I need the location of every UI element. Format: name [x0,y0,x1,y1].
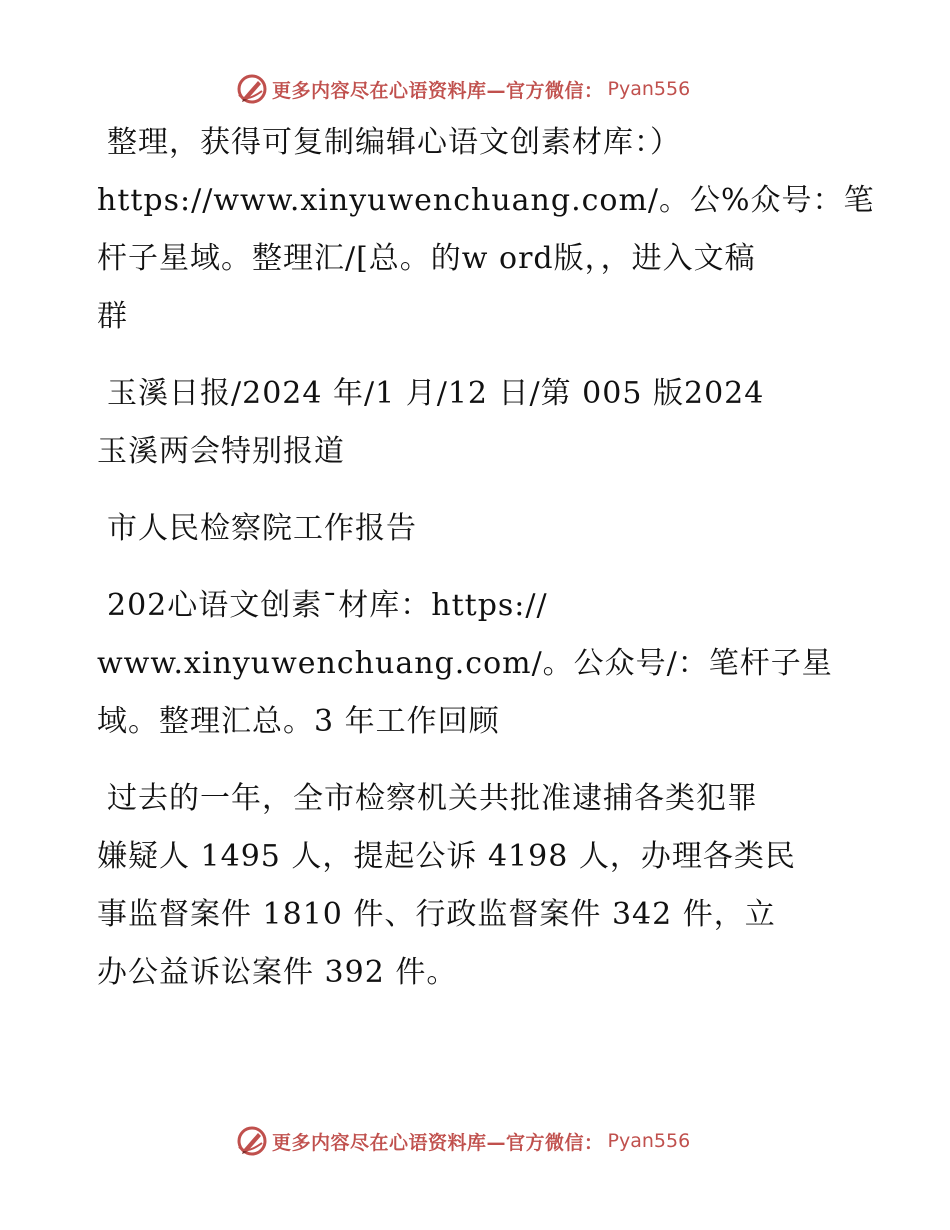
text-line: 过去的一年，全市检察机关共批准逮捕各类犯罪 [107,781,758,816]
watermark-text: 更多内容尽在心语资料库—官方微信： [272,1131,604,1154]
paragraph-review [97,577,857,751]
text-line: 整理，获得可复制编辑心语文创素材库：） [107,125,681,160]
footer-watermark [236,1124,690,1158]
paragraph-intro [97,114,875,346]
paragraph-summary [97,770,857,1002]
text-line: 玉溪日报/2024 年/1 月/12 日/第 005 版2024 [107,376,765,411]
text-line: www.xinyuwenchuang.com/。公众号/：笔杆子星 [97,646,833,681]
document-body [97,114,875,1021]
text-line: 202心语文创素¯材库：https:// [107,588,548,623]
pen-logo-icon [236,1125,268,1157]
watermark-wechat-id: Pyan556 [607,78,691,100]
text-line: https://www.xinyuwenchuang.com/。公%众号：笔 [97,183,875,218]
text-line: 玉溪两会特别报道 [97,434,345,469]
paragraph-source [97,365,857,481]
text-line: 嫌疑人 1495 人，提起公诉 4198 人，办理各类民 [97,839,796,874]
watermark-text: 更多内容尽在心语资料库—官方微信： [272,79,604,102]
watermark-wechat-id: Pyan556 [607,1130,691,1152]
header-watermark [236,72,690,106]
pen-logo-icon [236,73,268,105]
paragraph-title [97,500,857,558]
text-line: 事监督案件 1810 件、行政监督案件 342 件，立 [97,897,776,932]
text-line: 域。整理汇总。3 年工作回顾 [97,704,500,739]
text-line: 杆子星域。整理汇/[总。的w ord版，，进入文稿 [97,241,756,276]
text-line: 群 [97,299,128,334]
text-line: 市人民检察院工作报告 [107,511,417,546]
text-line: 办公益诉讼案件 392 件。 [97,955,458,990]
